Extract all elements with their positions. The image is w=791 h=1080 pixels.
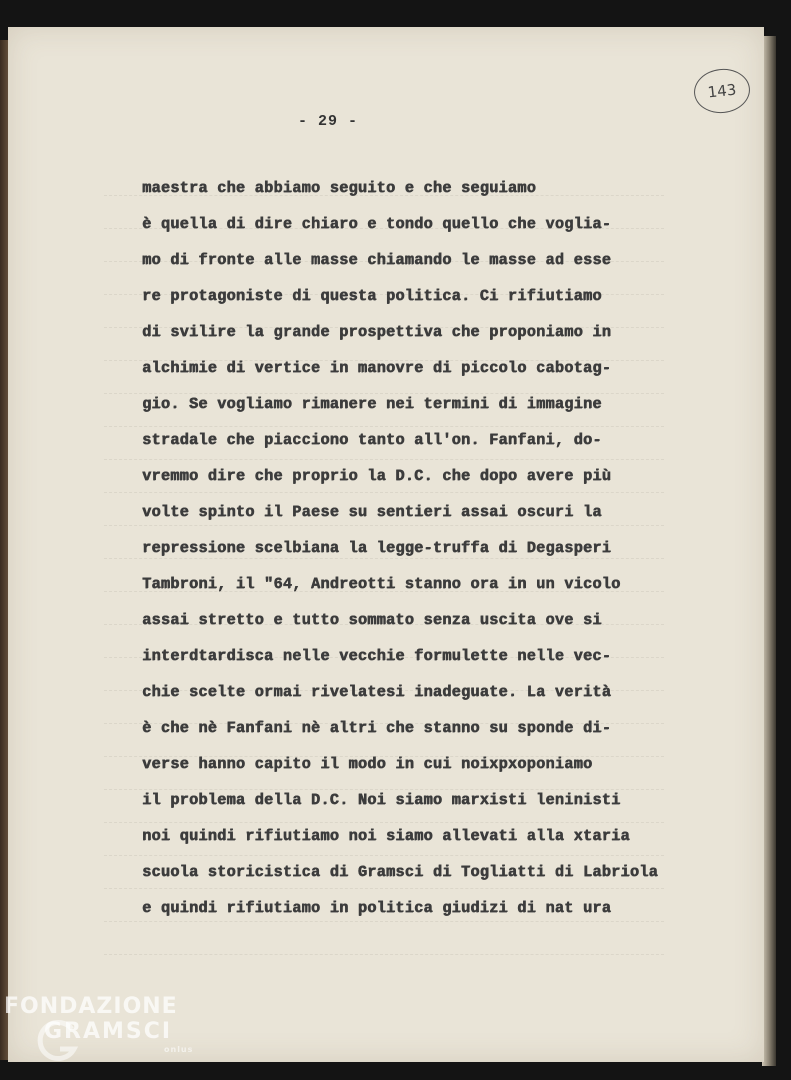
watermark-line1: FONDAZIONE xyxy=(4,994,178,1019)
text-line: assai stretto e tutto sommato senza uscita ove si xyxy=(142,611,602,629)
text-line: mo di fronte alle masse chiamando le masse ad esse xyxy=(142,251,611,269)
text-line: il problema della D.C. Noi siamo marxisti leninisti xyxy=(142,791,621,809)
text-line: stradale che piacciono tanto all'on. Fanfani, do- xyxy=(142,431,602,449)
text-line: maestra che abbiamo seguito e che seguiamo xyxy=(142,179,536,197)
text-line: verse hanno capito il modo in cui noixpxoponiamo xyxy=(142,755,593,773)
text-line: Tambroni, il "64, Andreotti stanno ora in un vicolo xyxy=(142,575,621,593)
typewritten-body xyxy=(142,174,662,930)
text-line: è che nè Fanfani nè altri che stanno su sponde di- xyxy=(142,719,611,737)
text-line: re protagoniste di questa politica. Ci rifiutiamo xyxy=(142,287,602,305)
text-line: noi quindi rifiutiamo noi siamo allevati alla xtaria xyxy=(142,827,630,845)
page-number: - 29 - xyxy=(298,113,359,130)
text-line: vremmo dire che proprio la D.C. che dopo avere più xyxy=(142,467,611,485)
watermark-line3: onlus xyxy=(164,1045,194,1054)
text-line: è quella di dire chiaro e tondo quello che voglia- xyxy=(142,215,611,233)
text-line: alchimie di vertice in manovre di piccolo cabotag- xyxy=(142,359,611,377)
watermark-line2: GRAMSCI xyxy=(44,1019,173,1044)
archive-stamp xyxy=(692,66,752,116)
text-line: gio. Se vogliamo rimanere nei termini di immagine xyxy=(142,395,602,413)
text-line: interdtardisca nelle vecchie formulette nelle vec- xyxy=(142,647,611,665)
text-line: chie scelte ormai rivelatesi inadeguate. La verità xyxy=(142,683,611,701)
text-line: scuola storicistica di Gramsci di Togliatti di Labriola xyxy=(142,863,658,881)
gramsci-logo-icon xyxy=(34,1019,80,1065)
text-line: repressione scelbiana la legge-truffa di Degasperi xyxy=(142,539,611,557)
fondazione-gramsci-watermark xyxy=(4,995,204,1055)
page-stack-edge xyxy=(762,36,776,1066)
text-line: e quindi rifiutiamo in politica giudizi di nat ura xyxy=(142,899,611,917)
text-line: di svilire la grande prospettiva che proponiamo in xyxy=(142,323,611,341)
text-line: volte spinto il Paese su sentieri assai oscuri la xyxy=(142,503,602,521)
stamp-number: 143 xyxy=(706,80,738,102)
